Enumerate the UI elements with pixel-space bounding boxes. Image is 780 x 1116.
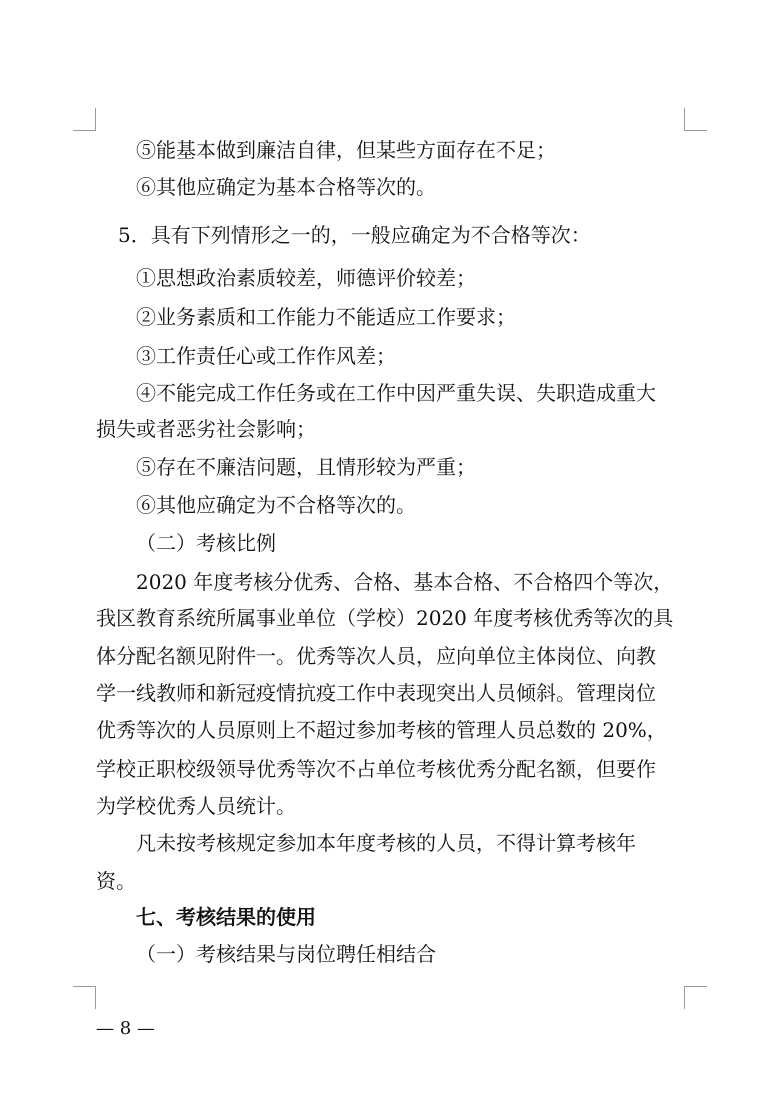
paragraph-line: 学一线教师和新冠疫情抗疫工作中表现突出人员倾斜。管理岗位 [96, 681, 656, 705]
paragraph-line: 优秀等次的人员原则上不超过参加考核的管理人员总数的 20%， [96, 718, 667, 742]
paragraph-line: 我区教育系统所属事业单位（学校）2020 年度考核优秀等次的具 [96, 606, 674, 630]
crop-mark-top-right [684, 108, 707, 131]
text-line: ⑥其他应确定为不合格等次的。 [136, 493, 416, 517]
paragraph-line: 体分配名额见附件一。优秀等次人员，应向单位主体岗位、向教 [96, 644, 656, 668]
crop-mark-bottom-left [73, 986, 96, 1009]
text-line: ⑤存在不廉洁问题，且情形较为严重； [136, 455, 476, 479]
paragraph-line: 学校正职校级领导优秀等次不占单位考核优秀分配名额，但要作 [96, 757, 656, 781]
text-line: 损失或者恶劣社会影响； [96, 417, 316, 441]
text-line: ⑥其他应确定为基本合格等次的。 [136, 175, 436, 199]
paragraph-line: 资。 [96, 869, 136, 893]
paragraph-line: 为学校优秀人员统计。 [96, 794, 296, 818]
crop-mark-top-left [73, 108, 96, 131]
paragraph-line: 凡未按考核规定参加本年度考核的人员，不得计算考核年 [136, 831, 636, 855]
text-line: ③工作责任心或工作作风差； [136, 344, 396, 368]
text-line: ②业务素质和工作能力不能适应工作要求； [136, 305, 516, 329]
text-line: ①思想政治素质较差，师德评价较差； [136, 266, 476, 290]
page-number: — 8 — [96, 1018, 155, 1039]
crop-mark-bottom-right [684, 986, 707, 1009]
section-heading-5: 5．具有下列情形之一的，一般应确定为不合格等次： [118, 223, 591, 247]
subsection-heading: （二）考核比例 [136, 531, 276, 555]
text-line: ⑤能基本做到廉洁自律，但某些方面存在不足； [136, 138, 556, 162]
text-line: ④不能完成工作任务或在工作中因严重失误、失职造成重大 [136, 381, 656, 405]
chapter-heading: 七、考核结果的使用 [136, 905, 316, 929]
paragraph-line: 2020 年度考核分优秀、合格、基本合格、不合格四个等次， [136, 570, 674, 594]
subsection-heading: （一）考核结果与岗位聘任相结合 [136, 942, 436, 966]
